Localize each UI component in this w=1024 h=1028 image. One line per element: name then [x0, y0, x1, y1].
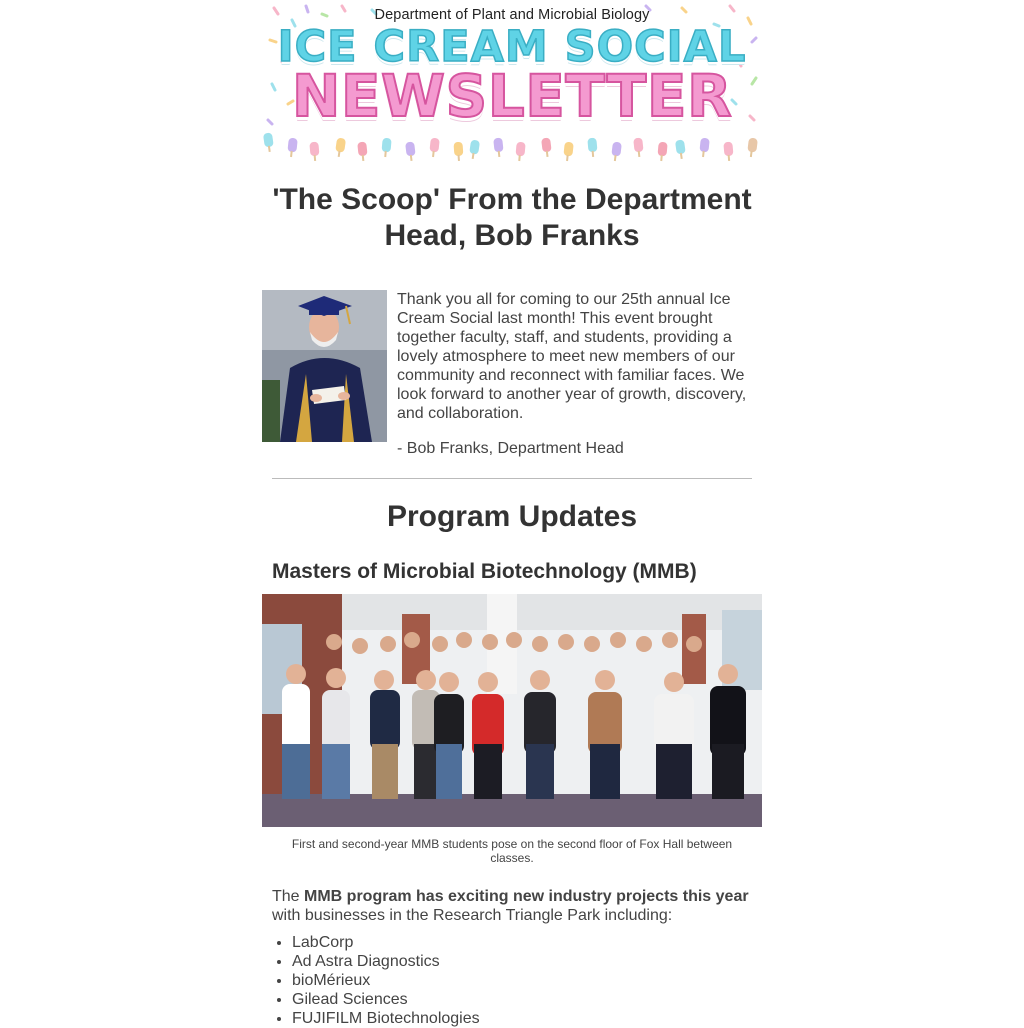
mmb-intro-paragraph	[272, 887, 752, 925]
mmb-group-photo	[262, 594, 762, 827]
program-updates-heading: Program Updates	[386, 500, 638, 533]
list-item: • Ad Astra Diagnostics	[292, 952, 762, 971]
list-item: • Gilead Sciences	[292, 990, 762, 1009]
section-divider	[272, 478, 752, 479]
department-name: Department of Plant and Microbial Biology	[374, 7, 650, 23]
newsletter-page	[262, 0, 762, 1028]
mmb-heading: Masters of Microbial Biotechnology (MMB)	[272, 560, 697, 583]
list-item: • bioMérieux	[292, 971, 762, 990]
newsletter-banner	[262, 0, 762, 168]
industry-partner-list	[262, 933, 762, 1028]
scoop-heading: 'The Scoop' From the Department Head, Bob Franks	[272, 183, 752, 252]
banner-title-line1: ICE CREAM SOCIAL	[277, 22, 747, 72]
department-head-message	[262, 290, 762, 458]
list-item: • FUJIFILM Biotechnologies	[292, 1009, 762, 1028]
mmb-intro-after: with businesses in the Research Triangle Park including:	[272, 907, 673, 924]
department-head-signature: - Bob Franks, Department Head	[397, 440, 624, 457]
banner-title-line2: NEWSLETTER	[291, 62, 733, 130]
mmb-intro-before: The	[272, 888, 305, 905]
department-head-photo	[262, 290, 387, 442]
department-head-message-text: Thank you all for coming to our 25th annual Ice Cream Social last month! This event brought together faculty, staff, and students, providing a lovely atmosphere to meet new members of our community and reconnect with familiar faces. We look forward to another year of growth, discovery, and collaboration.	[397, 291, 747, 422]
mmb-photo-caption: First and second-year MMB students pose on the second floor of Fox Hall between classes.	[291, 837, 733, 865]
list-item: • LabCorp	[292, 933, 762, 952]
mmb-intro-bold: MMB program has exciting new industry projects this year	[304, 888, 749, 905]
